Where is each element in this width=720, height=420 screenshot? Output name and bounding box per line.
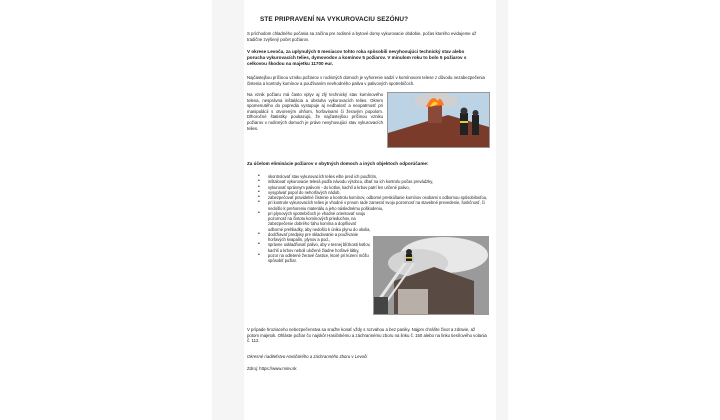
cause-lead-paragraph: Najčastejšou príčinou vzniku požiarov v rodinných domoch je vyhorenie sadzí v komínovom telese z dôvodu nezabezpečenia čistenia a kontroly komínov a používaním nevhodného paliva v palivových spotrebičoch.	[247, 75, 485, 86]
signature: Okresné riaditeľstvo Hasičského a záchranného zboru v Levoči	[247, 354, 368, 359]
document-title: STE PRIPRAVENÍ NA VYKUROVACIU SEZÓNU?	[260, 16, 409, 23]
list-heading: Za účelom eliminácie požiarov v obytných domoch a iných objektoch odporúčame:	[247, 161, 429, 166]
list-item: • inštalovať vykurovacie telesá podľa návodu výrobcu, dbať na ich kontrolu počas prevádzky,	[264, 179, 500, 184]
list-item: • skontrolovať stav vykurovacích telies ešte pred ich použitím,	[264, 174, 500, 179]
list-item: • zabezpečovať pravidelné čistenie a kontrolu komínov, odborné preskúšanie komínov osobami s odbornou spôsobilosťou,	[264, 195, 500, 200]
stats-paragraph: V okrese Levoča, za uplynulých 6 mesiacov tohto roka spôsobili nevyhovujúci technický stav alebo porucha vykurovacích telies, dymovodov a komínov 5 požiarov. V minulom roku to bolo 5 požiarov s celkovou škodou na majetku 11700 eur.	[247, 49, 467, 66]
list-item: • pri plynových spotrebičoch je vhodné orientovať svoju pozornosť na čistotu komínových prieduchov, na zabezpečenie dobrého ťahu komína a doplňovať odborné prehliadky, aby nedošlo k úniku plynu do okolia,	[264, 211, 372, 232]
list-item: • dodržiavať predpisy pre skladovanie a používanie horľavých kvapalín, plynov a pod.,	[264, 232, 372, 243]
cause-rest-paragraph: Na vznik požiaru má často vplyv aj zlý technický stav komínového telesa, nesprávna inštalácia a obsluha vykurovacích telies. Okrem spomenutého do popredia vystupuje aj nedbalosť a neopatrnosť pri manipulácii s otvoreným ohňom, horľavinami či žeravým popolom. Dlhoročné štatistiky poukazujú, že najčastejšou príčinou vzniku požiarov v rodinných domoch je práve nevyhovujúci stav vykurovacích telies.	[247, 92, 383, 131]
intro-paragraph: S príchodom chladného počasia sa začína pre rodinné a bytové domy vykurovacie obdobie, počas ktorého evidujeme už tradične zvýšený počet požiarov.	[247, 31, 477, 42]
closing-paragraph: V prípade hroziaceho nebezpečenstva sa snažte konať vždy s rozvahou a bez paniky. Najprv chráňte život a zdravie, až potom majetok. Ohláste požiar čo najskôr Hasičskému a záchrannému zboru na linku č. 150 alebo na linku tiesňového volania č. 112.	[247, 327, 487, 344]
list-item: • vykurovať správnym palivom - do kotlov, kachlí a krbov patrí len určené palivo,	[264, 185, 500, 190]
chimney-fire-photo	[387, 92, 490, 148]
list-item: • pozor na odletené žeravé častice, ktoré pri kúrení môžu spôsobiť požiar.	[264, 253, 372, 264]
list-item: • vysypávať popol do nehorľavých nádob,	[264, 190, 500, 195]
source-line: Zdroj: https://www.minv.sk	[247, 366, 297, 371]
firefighters-ladder-photo	[373, 236, 489, 315]
list-item: • pri kontrole vykurovacích telies je vhodné v prvom rade zamerať svoju pozornosť na stavebné prevedenie, funkčnosť, či nedošlo k prehoreniu materiálu a jeho následnému poškodeniu,	[264, 200, 500, 211]
document-page	[244, 0, 496, 420]
list-item: • správne uskladňovať palivo, aby v tesnej blízkosti kotlov, kachlí a krbov neboli uložené žiadne horľavé látky,	[264, 242, 372, 253]
page-margin-left	[212, 0, 244, 420]
